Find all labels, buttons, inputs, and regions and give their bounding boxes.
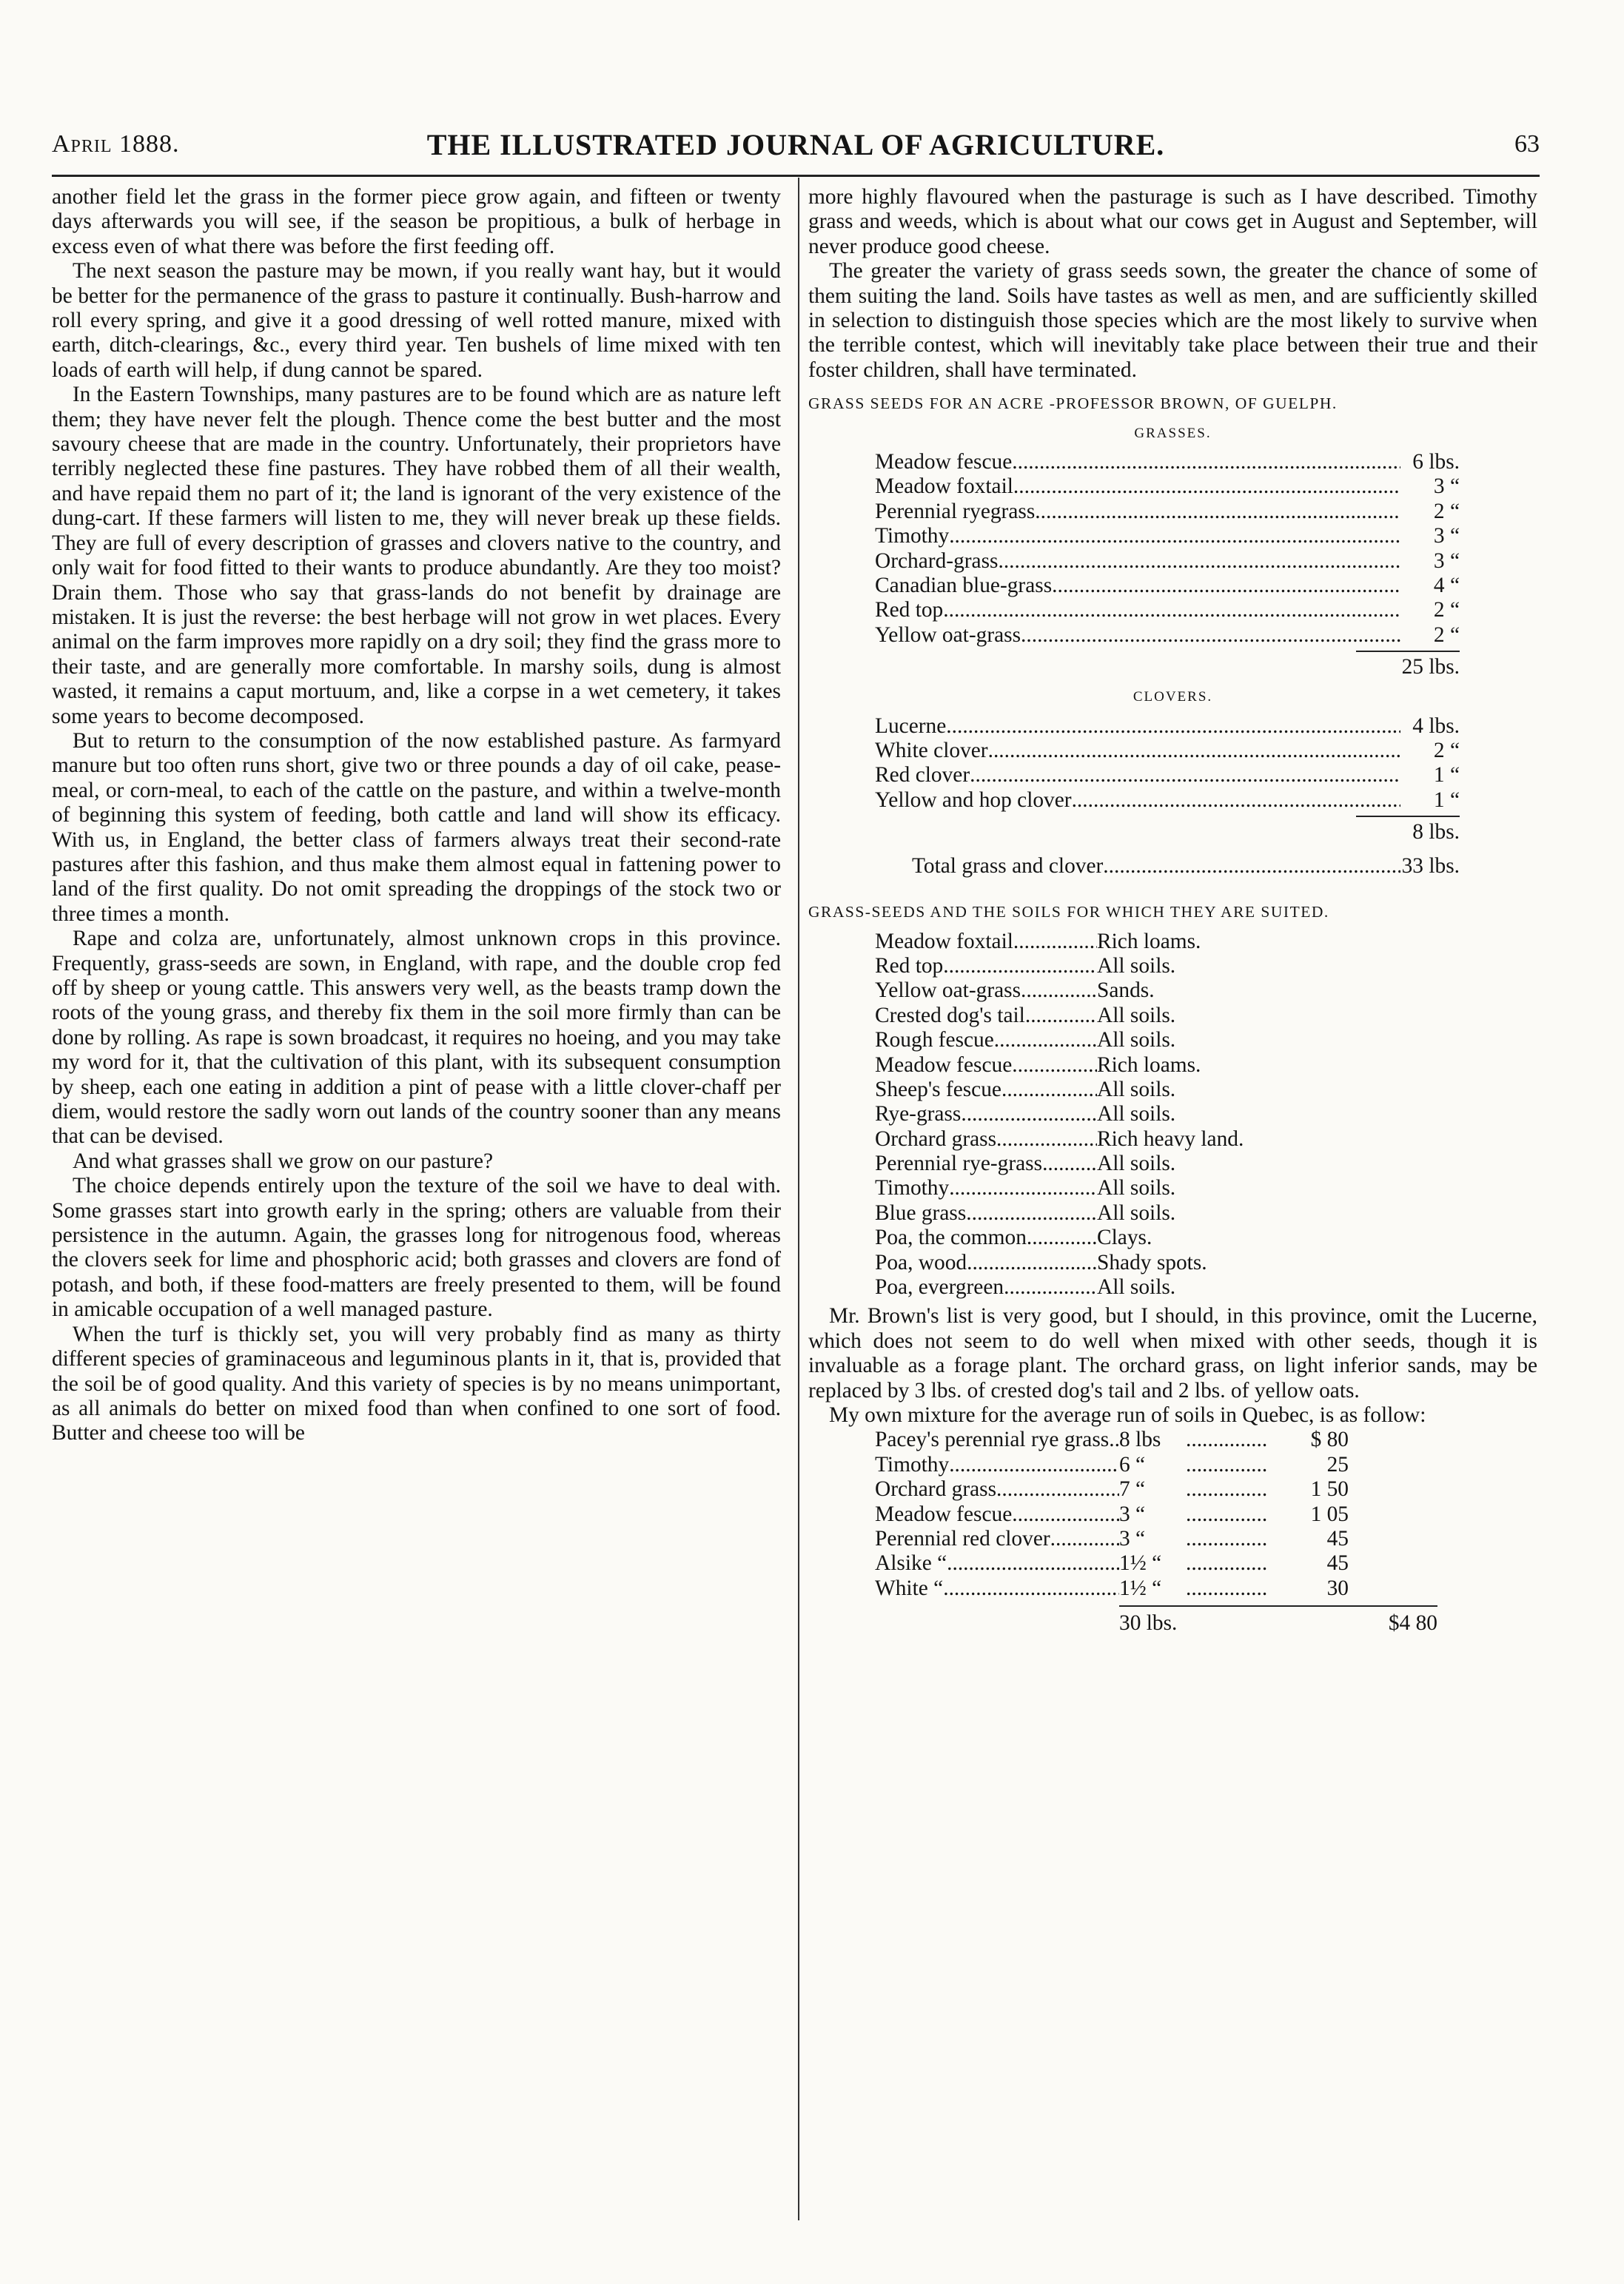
table-row: [875, 930, 1460, 954]
seed-quantity: 3 “: [1433, 524, 1460, 548]
seed-name: Timothy: [875, 1176, 950, 1200]
leader-dots: [1186, 1477, 1267, 1502]
seed-name: Blue grass: [875, 1200, 967, 1225]
leader-dots: [1050, 1527, 1119, 1551]
leader-dots: [946, 714, 1400, 739]
seed-cell: [875, 1152, 1097, 1176]
table-row: [875, 714, 1460, 739]
soil-type: All soils.: [1097, 1275, 1176, 1300]
soil-type: Rich loams.: [1097, 1052, 1201, 1077]
mixture-total-qty: 30 lbs.: [1119, 1605, 1267, 1636]
seed-cell: [875, 1201, 1097, 1226]
mixture-total-row: [875, 1605, 1437, 1638]
seed-cell: [875, 1502, 1119, 1527]
table-row: [875, 598, 1460, 622]
leader-dots: [943, 1576, 1119, 1601]
seed-name: Crested dog's tail: [875, 1003, 1025, 1027]
leader-dots: [1013, 930, 1097, 954]
table-row: [875, 1527, 1437, 1551]
seed-name: Meadow foxtail: [875, 929, 1013, 953]
seed-cell: [875, 1251, 1097, 1275]
seed-quantity: 3 “: [1433, 474, 1460, 499]
grasses-heading: GRASSES.: [1134, 425, 1212, 441]
seed-quantity: 6 “: [1119, 1452, 1146, 1477]
leader-dots: [1109, 1428, 1119, 1452]
table-row: [875, 1551, 1437, 1576]
paragraph: The next season the pasture may be mown, if you really want hay, but it would be better for the permanence of the grass to pasture it continually. Bush-harrow and roll every spring, and give it a good dressing of well rotted manure, mixed with earth, ditch-clearings, &c., every third year. Ten bushels of lime mixed with ten loads of earth will help, if dung cannot be spared.: [52, 259, 781, 382]
mixture-table: [875, 1428, 1437, 1601]
table-row: [875, 1152, 1460, 1176]
soil-type: All soils.: [1097, 1102, 1176, 1126]
seed-cell: [875, 1551, 1119, 1576]
table-row: [875, 1176, 1460, 1200]
leader-dots: [949, 1176, 1097, 1200]
leader-dots: [1001, 1078, 1097, 1102]
seed-cell: [875, 1477, 1119, 1502]
leader-dots: [949, 1453, 1119, 1477]
seed-quantity: 4 “: [1433, 574, 1460, 598]
grand-total-value: 33 lbs.: [1401, 854, 1460, 879]
table-row: [875, 763, 1460, 787]
seed-quantity: 4 lbs.: [1412, 713, 1460, 738]
seed-name: Perennial red clover: [875, 1527, 1050, 1551]
clovers-total: 8 lbs.: [1356, 816, 1460, 847]
leader-dots: [1012, 1053, 1097, 1078]
leader-dots: [994, 1028, 1097, 1052]
soil-type: All soils.: [1097, 953, 1176, 978]
seed-name: Meadow fescue: [875, 1502, 1013, 1526]
soil-type: All soils.: [1097, 1028, 1176, 1052]
seed-quantity: 2 “: [1433, 598, 1460, 622]
table-row: [875, 1201, 1460, 1226]
seed-cell: [875, 978, 1097, 1003]
leader-dots: [1186, 1551, 1267, 1576]
soil-type: Sands.: [1097, 978, 1155, 1003]
table-row: [875, 788, 1460, 813]
seed-price: 1 50: [1310, 1477, 1349, 1502]
table-row: [875, 1275, 1460, 1300]
seed-cell: [875, 1078, 1097, 1102]
seed-name: Red clover: [875, 763, 970, 787]
seed-price: 30: [1326, 1576, 1349, 1600]
seed-name: Canadian blue-grass: [875, 574, 1053, 598]
seed-name: Alsike “: [875, 1551, 947, 1576]
seed-cell: [875, 1576, 1119, 1601]
seed-cell: [875, 1004, 1097, 1028]
leader-dots: [996, 1477, 1119, 1502]
seed-quantity: 2 “: [1433, 499, 1460, 523]
grasses-total-row: [875, 648, 1460, 682]
seed-name: Yellow and hop clover: [875, 787, 1072, 812]
soil-type: Clays.: [1097, 1226, 1152, 1250]
journal-title: THE ILLUSTRATED JOURNAL OF AGRICULTURE.: [426, 128, 1165, 161]
seed-cell: [875, 1102, 1097, 1126]
seed-price: 45: [1326, 1527, 1349, 1551]
seed-price: 25: [1326, 1452, 1349, 1477]
seed-quantity: 8 lbs: [1119, 1428, 1161, 1452]
mixture-total-price: $4 80: [1267, 1605, 1437, 1636]
table-row: [875, 739, 1460, 763]
seed-quantity: 1 “: [1433, 763, 1460, 787]
seed-name: Red top: [875, 953, 944, 978]
seed-cell: [875, 1428, 1119, 1452]
paragraph: more highly flavoured when the pasturage is such as I have described. Timothy grass and weeds, which is about what our cows get in August and September, will never produce good cheese.: [808, 185, 1537, 258]
seed-name: Red top: [875, 598, 944, 622]
leader-dots: [1186, 1502, 1267, 1527]
seed-name: Poa, the common: [875, 1226, 1027, 1250]
seed-quantity: 1 “: [1433, 787, 1460, 812]
seed-quantity: 2 “: [1433, 738, 1460, 762]
paragraph: Rape and colza are, unfortunately, almost unknown crops in this province. Frequently, grass-seeds are sown, in England, with rape, and the double crop fed off by sheep or young cattle. This answers very well, as the beasts tramp down the roots of the young grass, and thereby fix them in the soil more firmly than can be done by rolling. As rape is sown broadcast, it requires no hoeing, and you may take my word for it, that the cultivation of this plant, with its subsequent consumption by sheep, each one eating in addition a pint of pease with a little clover-chaff per diem, would restore the sadly worn out lands of the country sooner than any means that can be devised.: [52, 927, 781, 1149]
leader-dots: [1004, 1275, 1097, 1300]
table-row: [875, 1028, 1460, 1052]
seed-quantity: 7 “: [1119, 1477, 1146, 1502]
seed-price: 45: [1326, 1551, 1349, 1576]
seed-cell: [875, 930, 1097, 954]
table-row: [875, 549, 1460, 574]
seed-name: Poa, wood: [875, 1250, 967, 1274]
table-row: [875, 1251, 1460, 1275]
brown-table-title: GRASS SEEDS FOR AN ACRE -PROFESSOR BROWN, OF GUELPH.: [808, 394, 1338, 413]
leader-dots: [1012, 1502, 1119, 1527]
seed-price: $ 80: [1310, 1428, 1349, 1452]
paragraph: When the turf is thickly set, you will very probably find as many as thirty different species of graminaceous and leguminous plants in it, that is, provided that the soil be of good quality. And this variety of species is by no means unimportant, as all animals do better on mixed food than when confined to one sort of food. Butter and cheese too will be: [52, 1322, 781, 1445]
grand-total-row: [912, 854, 1460, 884]
leader-dots: [1103, 854, 1400, 879]
soil-type: All soils.: [1097, 1003, 1176, 1027]
seed-cell: [875, 1275, 1097, 1300]
seed-quantity: 1½ “: [1119, 1576, 1162, 1600]
soil-type: Rich heavy land.: [1097, 1126, 1244, 1151]
leader-dots: [970, 763, 1400, 787]
table-row: [875, 500, 1460, 524]
leader-dots: [966, 1201, 1097, 1226]
leader-dots: [1072, 788, 1400, 813]
table-row: [875, 474, 1460, 499]
table-row: [875, 623, 1460, 648]
right-column: [808, 185, 1537, 1638]
seed-name: Rye-grass: [875, 1102, 962, 1126]
seed-name: Perennial rye-grass: [875, 1152, 1043, 1176]
leader-dots: [943, 954, 1097, 978]
soil-type: All soils.: [1097, 1152, 1176, 1176]
paragraph: another field let the grass in the former piece grow again, and fifteen or twenty days afterwards you will see, if the season be propitious, a bulk of herbage in excess even of what there was before the first feeding off.: [52, 185, 781, 258]
header-rule: [52, 175, 1540, 177]
header-date: April 1888.: [52, 130, 180, 158]
leader-dots: [996, 1127, 1097, 1152]
leader-dots: [947, 1551, 1119, 1576]
leader-dots: [1021, 623, 1400, 648]
soil-type: Shady spots.: [1097, 1250, 1207, 1274]
seed-cell: [875, 1176, 1097, 1200]
seed-quantity: 3 “: [1433, 548, 1460, 573]
grasses-total: 25 lbs.: [1356, 651, 1460, 682]
table-row: [875, 1078, 1460, 1102]
table-row: [875, 1053, 1460, 1078]
leader-dots: [967, 1251, 1097, 1275]
paragraph: But to return to the consumption of the now established pasture. As farmyard manure but too often runs short, give two or three pounds a day of oil cake, pease-meal, or corn-meal, to each of the cattle on the pasture, and within a twelve-month of beginning this system of feeding, both cattle and land will show its efficacy. With us, in England, the better class of farmers always treat their second-rate pastures after this fashion, and thus make them almost equal in fattening power to land of the first quality. Do not omit spreading the droppings of the stock two or three times a month.: [52, 728, 781, 926]
table-row: [875, 1453, 1437, 1477]
soil-type: Rich loams.: [1097, 929, 1201, 953]
leader-dots: [998, 549, 1400, 574]
running-header: [52, 130, 1540, 172]
table-row: [875, 1477, 1437, 1502]
table-row: [875, 1226, 1460, 1250]
soils-table: [875, 930, 1460, 1300]
seed-name: Yellow oat-grass: [875, 978, 1021, 1003]
seed-cell: [875, 1028, 1097, 1052]
seed-name: Yellow oat-grass: [875, 622, 1021, 647]
table-row: [875, 1428, 1437, 1452]
seed-cell: [875, 1226, 1097, 1250]
paragraph: And what grasses shall we grow on our pasture?: [73, 1149, 494, 1173]
page-number: 63: [1514, 130, 1540, 158]
leader-dots: [1186, 1576, 1267, 1601]
leader-dots: [1013, 474, 1400, 499]
leader-dots: [943, 598, 1400, 622]
seed-name: Orchard-grass: [875, 548, 999, 573]
grasses-table: [875, 450, 1460, 648]
table-row: [875, 978, 1460, 1003]
seed-name: Meadow fescue: [875, 450, 1013, 474]
clovers-total-row: [875, 813, 1460, 847]
leader-dots: [1186, 1527, 1267, 1551]
leader-dots: [949, 524, 1400, 548]
leader-dots: [1025, 1004, 1097, 1028]
paragraph: Mr. Brown's list is very good, but I should, in this province, omit the Lucerne, which does not seem to do well when mixed with other seeds, though it is invaluable as a forage plant. The orchard grass, on light inferior sands, may be replaced by 3 lbs. of crested dog's tail and 2 lbs. of yellow oats.: [808, 1304, 1537, 1403]
clovers-table: [875, 714, 1460, 813]
seed-cell: [875, 954, 1097, 978]
seed-name: Lucerne: [875, 713, 947, 738]
seed-name: White clover: [875, 738, 988, 762]
paragraph: My own mixture for the average run of soils in Quebec, is as follow:: [829, 1403, 1426, 1428]
table-row: [875, 1127, 1460, 1152]
seed-name: Rough fescue: [875, 1028, 994, 1052]
seed-name: Sheep's fescue: [875, 1077, 1001, 1101]
table-row: [875, 1502, 1437, 1527]
seed-name: Timothy: [875, 524, 950, 548]
seed-cell: [875, 1453, 1119, 1477]
leader-dots: [1027, 1226, 1097, 1250]
seed-name: Perennial ryegrass: [875, 499, 1036, 523]
table-row: [875, 450, 1460, 474]
seed-quantity: 1½ “: [1119, 1551, 1162, 1576]
seed-name: White “: [875, 1576, 944, 1600]
leader-dots: [1186, 1453, 1267, 1477]
paragraph: The greater the variety of grass seeds sown, the greater the chance of some of them suiting the land. Soils have tastes as well as men, and are sufficiently skilled in selection to distinguish those species which are the most likely to survive when the terrible contest, which will inevitably take place between their true and their foster children, shall have terminated.: [808, 259, 1537, 382]
soil-type: All soils.: [1097, 1176, 1176, 1200]
leader-dots: [1042, 1152, 1097, 1176]
paragraph: In the Eastern Townships, many pastures are to be found which are as nature left them; they have never felt the plough. Thence come the best butter and the most savoury cheese that are made in the country. Unfortunately, their proprietors have terribly neglected these fine pastures. They have robbed them of all their wealth, and have repaid them no part of it; the land is ignorant of the very existence of the dung-cart. If these farmers will listen to me, they will never break up these fields. They are full of every description of grasses and clovers native to the country, and only wait for food fitted to their wants to produce abundantly. Are they too moist? Drain them. Those who say that grass-lands do not benefit by drainage are mistaken. It is just the reverse: the best herbage will not grow in wet places. Every animal on the farm improves more rapidly on a dry soil; they find the grass more to their taste, and are generally more comfortable. In marshy soils, dung is almost wasted, it remains a caput mortuum, and, like a corpse in a wet cemetery, it takes some years to become decomposed.: [52, 383, 781, 728]
soil-type: All soils.: [1097, 1077, 1176, 1101]
leader-dots: [1186, 1428, 1267, 1452]
table-row: [875, 1576, 1437, 1601]
table-row: [875, 954, 1460, 978]
seed-name: Orchard grass: [875, 1126, 997, 1151]
seed-quantity: 3 “: [1119, 1502, 1146, 1526]
seed-name: Meadow fescue: [875, 1052, 1013, 1077]
table-row: [875, 574, 1460, 598]
leader-dots: [988, 739, 1400, 763]
leader-dots: [1052, 574, 1400, 598]
seed-name: Pacey's perennial rye grass: [875, 1428, 1110, 1452]
column-divider: [798, 178, 799, 2220]
seed-price: 1 05: [1310, 1502, 1349, 1526]
leader-dots: [1012, 450, 1400, 474]
table-row: [875, 1004, 1460, 1028]
seed-name: Timothy: [875, 1452, 950, 1477]
soil-type: All soils.: [1097, 1200, 1176, 1225]
table-row: [875, 524, 1460, 548]
seed-name: Poa, evergreen: [875, 1275, 1004, 1300]
seed-name: Orchard grass: [875, 1477, 997, 1502]
seed-quantity: 2 “: [1433, 622, 1460, 647]
clovers-heading: CLOVERS.: [1133, 689, 1213, 705]
seed-name: Meadow foxtail: [875, 474, 1013, 499]
leader-dots: [1035, 500, 1400, 524]
seed-cell: [875, 1527, 1119, 1551]
seed-quantity: 3 “: [1119, 1527, 1146, 1551]
table-row: [875, 1102, 1460, 1126]
seed-cell: [875, 1053, 1097, 1078]
paragraph: The choice depends entirely upon the texture of the soil we have to deal with. Some grasses start into growth early in the spring; others are valuable from their persistence in the autumn. Again, the grasses long for nitrogenous food, whereas the clovers seek for lime and phosphoric acid; both grasses and clovers are fond of potash, and both, if these food-matters are freely presented to them, will be found in amicable occupation of a well managed pasture.: [52, 1174, 781, 1322]
soils-table-title: GRASS-SEEDS AND THE SOILS FOR WHICH THEY ARE SUITED.: [808, 903, 1329, 921]
leader-dots: [961, 1102, 1097, 1126]
grand-total-label: Total grass and clover: [912, 854, 1104, 879]
seed-quantity: 6 lbs.: [1412, 450, 1460, 474]
left-column: [52, 185, 781, 1446]
seed-cell: [875, 1127, 1097, 1152]
leader-dots: [1021, 978, 1097, 1003]
